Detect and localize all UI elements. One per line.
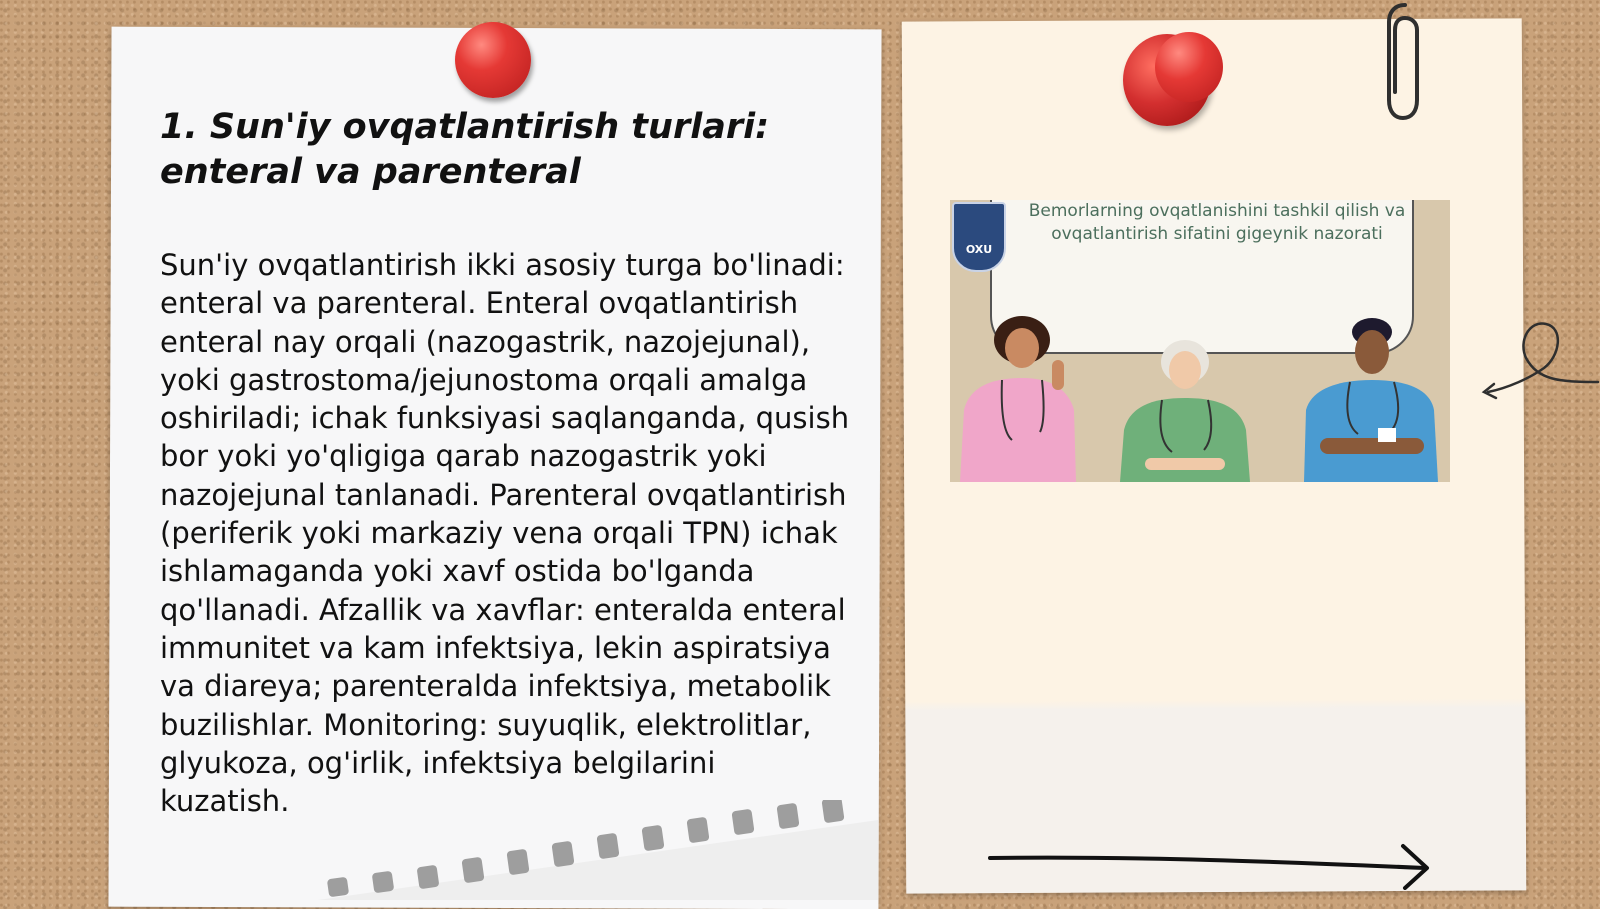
torn-paper-decoration	[318, 800, 878, 900]
slide-title: 1. Sun'iy ovqatlantirish turlari: enteral va parenteral	[160, 107, 770, 192]
logo-text: OXU	[965, 243, 993, 256]
arrow-right-icon[interactable]	[985, 840, 1445, 890]
nurses-illustration	[950, 200, 1450, 482]
slide-body-text: Sun'iy ovqatlantirish ikki asosiy turga bo'linadi: enteral va parenteral. Enteral ovqatlantirish enteral nay orqali (nazogastrik, nazojejunal), yoki gastrostoma/jejunostoma orqali amalga oshiriladi; ichak funksiyasi saqlanganda, qusish bor yoki yo'qligiga qarab nazogastrik yoki nazojejunal tanlanadi. Parenteral ovqatlantirish (periferik yoki markaziy vena orqali TPN) ichak ishlamaganda yoki xavf ostida bo'lganda qo'llanadi. Afzallik va xavflar: enteralda enteral immunitet va kam infektsiya, lekin aspiratsiya va diareya; parenteralda infektsiya, metabolik buzilishlar. Monitoring: suyuqlik, elektrolitlar, glyukoza, og'irlik, infektsiya belgilarini kuzatish.	[160, 248, 850, 819]
nurse-blue	[1304, 318, 1438, 482]
slide-caption: Bemorlarning ovqatlanishini tashkil qilish va ovqatlantirish sifatini gigeynik nazorati	[1028, 201, 1406, 244]
push-pin-icon	[1155, 32, 1223, 102]
paperclip-icon	[1375, 0, 1425, 125]
nurse-pink	[960, 316, 1076, 482]
doodle-arrow-icon	[1478, 310, 1600, 410]
nurse-green	[1120, 340, 1250, 482]
slide-thumbnail	[950, 200, 1450, 482]
push-pin-icon	[455, 22, 531, 98]
